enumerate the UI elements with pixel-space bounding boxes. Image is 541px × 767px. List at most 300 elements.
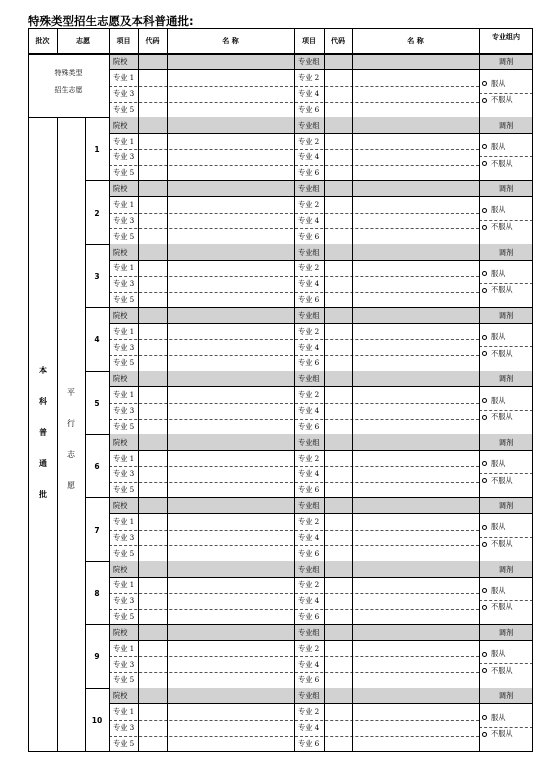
major-code-field[interactable] <box>138 213 167 229</box>
major-label: 专业 3 <box>113 406 135 415</box>
disobey-label: 不服从 <box>491 475 513 485</box>
major-label: 专业 2 <box>298 516 320 526</box>
group-name-field[interactable] <box>352 117 479 133</box>
major-name-field[interactable] <box>352 672 479 688</box>
major-code-field[interactable] <box>324 197 352 213</box>
major-label: 专业 2 <box>298 643 320 653</box>
radio-circle-icon[interactable] <box>482 225 487 230</box>
major-name-field[interactable] <box>352 466 479 482</box>
radio-circle-icon[interactable] <box>482 525 487 530</box>
radio-circle-icon[interactable] <box>482 415 487 420</box>
major-name-field[interactable] <box>352 482 479 498</box>
major-name-field[interactable] <box>167 86 294 102</box>
college-row-header: 院校 <box>109 244 294 260</box>
major-label: 专业 4 <box>298 659 320 669</box>
major-name-field[interactable] <box>167 577 294 593</box>
college-code-field[interactable] <box>138 181 167 197</box>
disobey-label: 不服从 <box>491 602 513 612</box>
grid-line-vertical <box>532 28 533 751</box>
grid-line-horizontal <box>109 323 533 324</box>
major-name-field[interactable] <box>167 228 294 244</box>
major-name-field[interactable] <box>167 704 294 720</box>
grid-line-vertical <box>167 28 168 751</box>
major-code-field[interactable] <box>324 640 352 656</box>
college-name-field[interactable] <box>167 181 294 197</box>
major-name-field[interactable] <box>167 276 294 292</box>
major-code-field[interactable] <box>138 736 167 752</box>
major-name-field[interactable] <box>352 419 479 435</box>
group-code-field[interactable] <box>324 688 352 704</box>
grid-line-horizontal <box>28 751 533 752</box>
major-code-field[interactable] <box>324 514 352 530</box>
disobey-radio-option[interactable] <box>482 476 513 486</box>
major-code-field[interactable] <box>138 70 167 86</box>
major-code-field[interactable] <box>138 466 167 482</box>
major-name-field[interactable] <box>167 292 294 308</box>
college-name-field[interactable] <box>167 117 294 133</box>
major-code-field[interactable] <box>138 133 167 149</box>
disobey-label: 不服从 <box>491 95 513 105</box>
major-label: 专业 2 <box>298 580 320 590</box>
major-group-row-header: 专业组 <box>294 54 479 70</box>
group-name-field[interactable] <box>352 181 479 197</box>
major-name-field[interactable] <box>352 165 479 181</box>
college-name-field[interactable] <box>167 308 294 324</box>
radio-circle-icon[interactable] <box>482 732 487 737</box>
major-code-field[interactable] <box>138 720 167 736</box>
major-code-field[interactable] <box>138 672 167 688</box>
header-item: 项目 <box>116 36 131 45</box>
major-code-field[interactable] <box>138 403 167 419</box>
major-code-field[interactable] <box>324 70 352 86</box>
major-name-field[interactable] <box>167 133 294 149</box>
college-code-field[interactable] <box>138 625 167 641</box>
group-name-field[interactable] <box>352 54 479 70</box>
major-code-field[interactable] <box>324 86 352 102</box>
obey-label: 服从 <box>491 458 506 468</box>
major-code-field[interactable] <box>138 197 167 213</box>
major-name-field[interactable] <box>167 640 294 656</box>
major-code-field[interactable] <box>138 419 167 435</box>
obey-label: 服从 <box>491 268 506 278</box>
major-name-field[interactable] <box>352 133 479 149</box>
college-name-field[interactable] <box>167 688 294 704</box>
major-name-field[interactable] <box>352 640 479 656</box>
major-code-field[interactable] <box>324 704 352 720</box>
disobey-radio-option[interactable] <box>482 666 513 676</box>
major-code-field[interactable] <box>138 450 167 466</box>
dashed-separator <box>479 600 533 601</box>
grid-line-horizontal <box>109 386 533 387</box>
major-code-field[interactable] <box>138 577 167 593</box>
group-name-field[interactable] <box>352 244 479 260</box>
major-name-field[interactable] <box>167 482 294 498</box>
group-code-field[interactable] <box>324 54 352 70</box>
disobey-label: 不服从 <box>491 348 513 358</box>
major-code-field[interactable] <box>138 593 167 609</box>
major-name-field[interactable] <box>352 545 479 561</box>
group-name-field[interactable] <box>352 308 479 324</box>
major-name-field[interactable] <box>167 355 294 371</box>
major-code-field[interactable] <box>138 355 167 371</box>
radio-circle-icon[interactable] <box>482 478 487 483</box>
major-name-field[interactable] <box>167 593 294 609</box>
adjust-label: 调剂 <box>479 625 533 641</box>
major-name-field[interactable] <box>352 403 479 419</box>
major-code-field[interactable] <box>324 466 352 482</box>
major-code-field[interactable] <box>324 355 352 371</box>
major-label: 专业 4 <box>298 215 320 225</box>
college-code-field[interactable] <box>138 54 167 70</box>
college-row-header: 院校 <box>109 498 294 514</box>
major-name-field[interactable] <box>352 260 479 276</box>
major-name-field[interactable] <box>167 70 294 86</box>
major-name-field[interactable] <box>167 260 294 276</box>
major-name-field[interactable] <box>352 704 479 720</box>
wish-number: 8 <box>94 588 100 598</box>
major-name-field[interactable] <box>352 70 479 86</box>
college-name-field[interactable] <box>167 625 294 641</box>
major-code-field[interactable] <box>324 149 352 165</box>
disobey-radio-option[interactable] <box>482 95 513 105</box>
obey-radio-option[interactable] <box>482 79 505 89</box>
college-code-field[interactable] <box>138 688 167 704</box>
major-code-field[interactable] <box>138 102 167 118</box>
group-name-field[interactable] <box>352 434 479 450</box>
radio-circle-icon[interactable] <box>482 161 487 166</box>
batch-char: 本 <box>39 365 47 375</box>
major-label: 专业 2 <box>298 390 320 400</box>
major-label: 专业 5 <box>113 675 135 685</box>
major-label: 专业 6 <box>298 612 320 622</box>
major-name-field[interactable] <box>167 387 294 403</box>
major-label: 专业 6 <box>298 295 320 305</box>
major-name-field[interactable] <box>352 530 479 546</box>
radio-circle-icon[interactable] <box>482 668 487 673</box>
major-name-field[interactable] <box>352 720 479 736</box>
disobey-radio-option[interactable] <box>482 222 513 232</box>
major-name-field[interactable] <box>352 276 479 292</box>
major-label: 专业 5 <box>113 231 135 241</box>
radio-circle-icon[interactable] <box>482 144 487 149</box>
major-label: 专业 5 <box>113 168 135 178</box>
grid-line-horizontal <box>109 260 533 261</box>
grid-line-vertical <box>57 117 58 751</box>
major-code-field[interactable] <box>138 530 167 546</box>
major-name-field[interactable] <box>167 403 294 419</box>
major-name-field[interactable] <box>167 736 294 752</box>
dashed-separator <box>479 410 533 411</box>
obey-radio-option[interactable] <box>482 142 505 152</box>
major-name-field[interactable] <box>167 149 294 165</box>
group-code-field[interactable] <box>324 625 352 641</box>
college-code-field[interactable] <box>138 117 167 133</box>
major-code-field[interactable] <box>138 339 167 355</box>
radio-circle-icon[interactable] <box>482 542 487 547</box>
major-name-field[interactable] <box>352 387 479 403</box>
header-code-2: 代码 <box>331 36 345 45</box>
disobey-label: 不服从 <box>491 158 513 168</box>
major-code-field[interactable] <box>138 387 167 403</box>
batch-char: 普 <box>39 427 47 437</box>
major-name-field[interactable] <box>167 656 294 672</box>
major-name-field[interactable] <box>352 514 479 530</box>
radio-circle-icon[interactable] <box>482 461 487 466</box>
grid-line-vertical <box>294 28 295 751</box>
radio-circle-icon[interactable] <box>482 335 487 340</box>
major-name-field[interactable] <box>167 165 294 181</box>
major-code-field[interactable] <box>324 419 352 435</box>
major-code-field[interactable] <box>324 593 352 609</box>
major-code-field[interactable] <box>324 530 352 546</box>
radio-circle-icon[interactable] <box>482 398 487 403</box>
college-code-field[interactable] <box>138 371 167 387</box>
special-type-label-line-2: 招生志愿 <box>54 85 83 94</box>
radio-circle-icon[interactable] <box>482 652 487 657</box>
dashed-separator <box>479 537 533 538</box>
group-code-field[interactable] <box>324 117 352 133</box>
major-code-field[interactable] <box>324 387 352 403</box>
major-code-field[interactable] <box>324 228 352 244</box>
obey-radio-option[interactable] <box>482 522 505 532</box>
major-name-field[interactable] <box>352 577 479 593</box>
major-code-field[interactable] <box>138 292 167 308</box>
major-code-field[interactable] <box>324 609 352 625</box>
obey-radio-option[interactable] <box>482 269 505 279</box>
major-code-field[interactable] <box>138 609 167 625</box>
college-name-field[interactable] <box>167 244 294 260</box>
disobey-radio-option[interactable] <box>482 349 513 359</box>
major-code-field[interactable] <box>324 577 352 593</box>
major-code-field[interactable] <box>138 165 167 181</box>
major-code-field[interactable] <box>324 133 352 149</box>
major-name-field[interactable] <box>352 292 479 308</box>
obey-label: 服从 <box>491 141 506 151</box>
group-code-field[interactable] <box>324 244 352 260</box>
major-name-field[interactable] <box>352 102 479 118</box>
college-row-header: 院校 <box>109 181 294 197</box>
major-code-field[interactable] <box>324 213 352 229</box>
college-code-field[interactable] <box>138 434 167 450</box>
radio-circle-icon[interactable] <box>482 715 487 720</box>
college-name-field[interactable] <box>167 561 294 577</box>
major-label: 专业 1 <box>113 136 135 146</box>
group-name-field[interactable] <box>352 371 479 387</box>
major-name-field[interactable] <box>352 736 479 752</box>
college-code-field[interactable] <box>138 498 167 514</box>
major-name-field[interactable] <box>167 213 294 229</box>
group-name-field[interactable] <box>352 561 479 577</box>
disobey-radio-option[interactable] <box>482 412 513 422</box>
college-row-header: 院校 <box>109 561 294 577</box>
radio-circle-icon[interactable] <box>482 98 487 103</box>
grid-line-horizontal <box>109 133 533 134</box>
major-name-field[interactable] <box>167 339 294 355</box>
major-name-field[interactable] <box>352 149 479 165</box>
major-label: 专业 1 <box>113 199 135 209</box>
major-label: 专业 4 <box>298 532 320 542</box>
major-label: 专业 2 <box>298 199 320 209</box>
parallel-char: 行 <box>67 418 75 428</box>
major-label: 专业 1 <box>113 580 135 590</box>
dashed-separator <box>479 156 533 157</box>
major-name-field[interactable] <box>352 609 479 625</box>
major-name-field[interactable] <box>352 228 479 244</box>
major-label: 专业 4 <box>298 279 320 289</box>
major-name-field[interactable] <box>167 545 294 561</box>
major-name-field[interactable] <box>352 593 479 609</box>
wish-number: 6 <box>94 462 100 472</box>
major-name-field[interactable] <box>167 450 294 466</box>
obey-radio-option[interactable] <box>482 396 505 406</box>
major-code-field[interactable] <box>138 514 167 530</box>
major-name-field[interactable] <box>352 656 479 672</box>
obey-radio-option[interactable] <box>482 459 505 469</box>
college-name-field[interactable] <box>167 54 294 70</box>
major-label: 专业 6 <box>298 485 320 495</box>
major-label: 专业 3 <box>113 469 135 479</box>
obey-label: 服从 <box>491 395 506 405</box>
batch-char: 科 <box>39 396 47 406</box>
radio-circle-icon[interactable] <box>482 81 487 86</box>
group-name-field[interactable] <box>352 688 479 704</box>
major-label: 专业 6 <box>298 548 320 558</box>
group-code-field[interactable] <box>324 308 352 324</box>
major-label: 专业 1 <box>113 390 135 400</box>
college-row-header: 院校 <box>109 434 294 450</box>
major-name-field[interactable] <box>167 514 294 530</box>
group-code-field[interactable] <box>324 371 352 387</box>
major-code-field[interactable] <box>138 86 167 102</box>
radio-circle-icon[interactable] <box>482 351 487 356</box>
major-code-field[interactable] <box>324 672 352 688</box>
major-code-field[interactable] <box>138 545 167 561</box>
radio-circle-icon[interactable] <box>482 271 487 276</box>
major-code-field[interactable] <box>138 482 167 498</box>
major-label: 专业 4 <box>298 342 320 352</box>
major-code-field[interactable] <box>324 450 352 466</box>
major-code-field[interactable] <box>138 640 167 656</box>
major-code-field[interactable] <box>324 656 352 672</box>
major-name-field[interactable] <box>352 355 479 371</box>
major-code-field[interactable] <box>324 165 352 181</box>
major-label: 专业 3 <box>113 342 135 352</box>
radio-circle-icon[interactable] <box>482 208 487 213</box>
major-group-row-header: 专业组 <box>294 498 479 514</box>
major-group-row-header: 专业组 <box>294 244 479 260</box>
major-code-field[interactable] <box>324 736 352 752</box>
disobey-radio-option[interactable] <box>482 285 513 295</box>
major-label: 专业 3 <box>113 596 135 606</box>
major-name-field[interactable] <box>352 450 479 466</box>
group-code-field[interactable] <box>324 561 352 577</box>
disobey-label: 不服从 <box>491 412 513 422</box>
disobey-radio-option[interactable] <box>482 159 513 169</box>
major-code-field[interactable] <box>324 323 352 339</box>
major-code-field[interactable] <box>324 276 352 292</box>
major-code-field[interactable] <box>138 656 167 672</box>
major-code-field[interactable] <box>324 339 352 355</box>
major-code-field[interactable] <box>324 292 352 308</box>
major-name-field[interactable] <box>167 197 294 213</box>
major-name-field[interactable] <box>352 213 479 229</box>
major-label: 专业 4 <box>298 89 320 98</box>
grid-line-vertical <box>57 28 58 54</box>
major-name-field[interactable] <box>167 609 294 625</box>
obey-radio-option[interactable] <box>482 332 505 342</box>
obey-radio-option[interactable] <box>482 586 505 596</box>
group-code-field[interactable] <box>324 498 352 514</box>
header-name: 名 称 <box>222 36 239 45</box>
obey-radio-option[interactable] <box>482 649 505 659</box>
major-code-field[interactable] <box>324 720 352 736</box>
major-code-field[interactable] <box>138 228 167 244</box>
major-name-field[interactable] <box>352 323 479 339</box>
major-name-field[interactable] <box>167 720 294 736</box>
obey-label: 服从 <box>491 332 506 342</box>
group-code-field[interactable] <box>324 181 352 197</box>
dashed-separator <box>479 727 533 728</box>
adjust-label: 调剂 <box>479 561 533 577</box>
major-name-field[interactable] <box>167 672 294 688</box>
disobey-label: 不服从 <box>491 729 513 739</box>
college-name-field[interactable] <box>167 498 294 514</box>
major-name-field[interactable] <box>352 86 479 102</box>
grid-line-horizontal <box>28 28 533 29</box>
group-code-field[interactable] <box>324 434 352 450</box>
header-code: 代码 <box>145 36 160 45</box>
obey-radio-option[interactable] <box>482 713 505 723</box>
major-name-field[interactable] <box>167 323 294 339</box>
major-name-field[interactable] <box>167 102 294 118</box>
disobey-radio-option[interactable] <box>482 729 513 739</box>
major-code-field[interactable] <box>138 149 167 165</box>
disobey-radio-option[interactable] <box>482 539 513 549</box>
dashed-separator <box>479 93 533 94</box>
college-code-field[interactable] <box>138 244 167 260</box>
major-code-field[interactable] <box>138 260 167 276</box>
major-name-field[interactable] <box>352 339 479 355</box>
major-label: 专业 4 <box>298 152 320 162</box>
adjust-label: 调剂 <box>479 434 533 450</box>
college-code-field[interactable] <box>138 561 167 577</box>
obey-label: 服从 <box>491 712 506 722</box>
disobey-radio-option[interactable] <box>482 602 513 612</box>
major-name-field[interactable] <box>352 197 479 213</box>
radio-circle-icon[interactable] <box>482 588 487 593</box>
radio-circle-icon[interactable] <box>482 288 487 293</box>
group-name-field[interactable] <box>352 625 479 641</box>
group-name-field[interactable] <box>352 498 479 514</box>
major-name-field[interactable] <box>167 419 294 435</box>
major-name-field[interactable] <box>167 466 294 482</box>
major-code-field[interactable] <box>324 260 352 276</box>
major-code-field[interactable] <box>324 102 352 118</box>
major-code-field[interactable] <box>138 704 167 720</box>
college-name-field[interactable] <box>167 371 294 387</box>
radio-circle-icon[interactable] <box>482 605 487 610</box>
grid-line-horizontal <box>109 513 533 514</box>
college-name-field[interactable] <box>167 434 294 450</box>
college-code-field[interactable] <box>138 308 167 324</box>
major-code-field[interactable] <box>138 276 167 292</box>
major-code-field[interactable] <box>324 545 352 561</box>
major-code-field[interactable] <box>138 323 167 339</box>
major-code-field[interactable] <box>324 482 352 498</box>
major-code-field[interactable] <box>324 403 352 419</box>
obey-radio-option[interactable] <box>482 205 505 215</box>
major-name-field[interactable] <box>167 530 294 546</box>
